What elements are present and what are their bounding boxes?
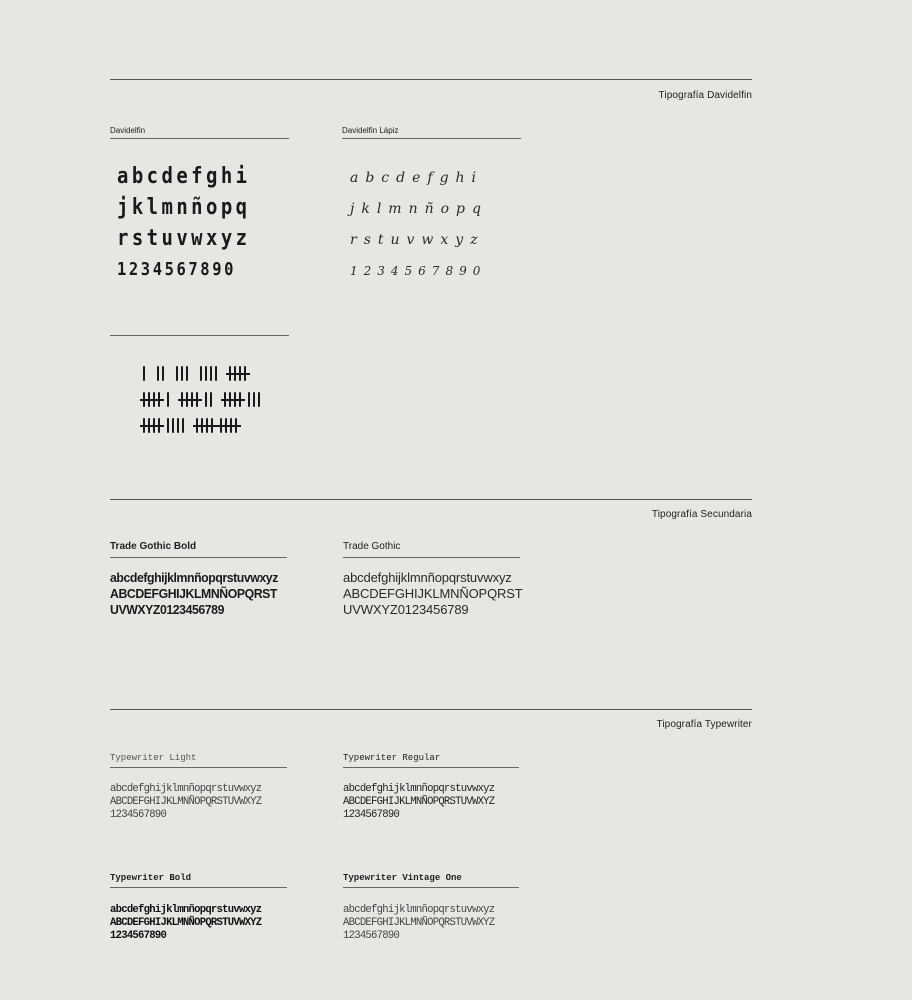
- specimen-line: 1234567890: [350, 264, 487, 278]
- specimen-line: UVWXYZ0123456789: [110, 602, 224, 617]
- label-underline: [343, 557, 520, 558]
- label-underline: [110, 557, 287, 558]
- tally-mark-3: [176, 366, 190, 382]
- tally-mark-9: [143, 418, 186, 434]
- tally-mark-5: [229, 366, 253, 382]
- specimen-line: ABCDEFGHIJKLMNÑOPQRSTUVWXYZ: [343, 917, 495, 929]
- specimen-line: jklmnñopq: [350, 201, 488, 217]
- font-label-typewriter-regular: Typewriter Regular: [343, 753, 441, 763]
- specimen-line: abcdefghijklmnñopqrstuvwxyz: [343, 904, 495, 916]
- font-label-trade-gothic-bold: Trade Gothic Bold: [110, 541, 197, 552]
- section-title-typewriter: Tipografía Typewriter: [656, 719, 752, 730]
- specimen-typewriter-regular: [343, 783, 494, 822]
- tally-row: [143, 418, 254, 438]
- tally-mark-8: [224, 392, 262, 408]
- tally-mark-10: [196, 418, 244, 434]
- specimen-line: abcdefghi: [117, 164, 251, 189]
- label-underline: [343, 767, 519, 768]
- specimen-line: ABCDEFGHIJKLMNÑOPQRSTUVWXYZ: [110, 796, 262, 808]
- specimen-line: 1234567890: [110, 809, 167, 821]
- tally-row: [143, 366, 263, 386]
- section-divider-secundaria: [110, 499, 752, 500]
- font-label-typewriter-bold: Typewriter Bold: [110, 873, 192, 883]
- specimen-line: ABCDEFGHIJKLMNÑOPQRSTUVWXYZ: [343, 796, 495, 808]
- tally-mark-7: [181, 392, 214, 408]
- specimen-line: 1234567890: [343, 809, 400, 821]
- specimen-line: 1234567890: [117, 259, 237, 280]
- font-label-davidelfin-lapiz: Davidelfin Lápiz: [342, 126, 399, 135]
- section-title-secundaria: Tipografía Secundaria: [651, 509, 752, 520]
- label-underline: [110, 887, 287, 888]
- label-underline: [110, 767, 287, 768]
- specimen-davidelfin: [117, 161, 250, 285]
- specimen-line: 1234567890: [110, 930, 167, 942]
- specimen-trade-gothic: [343, 570, 523, 618]
- tally-mark-4: [200, 366, 219, 382]
- specimen-line: UVWXYZ0123456789: [343, 602, 469, 617]
- specimen-line: abcdefghi: [350, 170, 484, 186]
- specimen-davidelfin-lapiz: [350, 163, 488, 287]
- specimen-line: 1234567890: [343, 930, 400, 942]
- specimen-line: abcdefghijklmnñopqrstuvwxyz: [110, 904, 262, 916]
- specimen-line: rstuvwxyz: [350, 232, 485, 248]
- font-label-typewriter-vintage-one: Typewriter Vintage One: [343, 873, 462, 883]
- font-label-davidelfin: Davidelfin: [110, 126, 146, 135]
- label-underline: [343, 887, 519, 888]
- specimen-line: abcdefghijklmnñopqrstuvwxyz: [110, 783, 262, 795]
- font-label-trade-gothic: Trade Gothic: [343, 541, 401, 552]
- tally-divider: [110, 335, 289, 336]
- specimen-typewriter-bold: [110, 904, 261, 943]
- specimen-line: ABCDEFGHIJKLMNÑOPQRST: [343, 586, 523, 601]
- tally-mark-1: [143, 366, 147, 382]
- specimen-line: ABCDEFGHIJKLMNÑOPQRST: [110, 586, 278, 601]
- specimen-line: rstuvwxyz: [117, 226, 251, 251]
- specimen-line: abcdefghijklmnñopqrstuvwxyz: [343, 570, 512, 585]
- tally-mark-6: [143, 392, 171, 408]
- specimen-line: jklmnñopq: [117, 195, 251, 220]
- section-divider-typewriter: [110, 709, 752, 710]
- section-divider-davidelfin: [110, 79, 752, 80]
- specimen-typewriter-light: [110, 783, 261, 822]
- label-underline: [110, 138, 289, 139]
- section-title-davidelfin: Tipografía Davidelfin: [658, 90, 752, 101]
- tally-row: [143, 392, 272, 412]
- label-underline: [342, 138, 521, 139]
- specimen-line: abcdefghijklmnñopqrstuvwxyz: [343, 783, 495, 795]
- tally-mark-2: [157, 366, 166, 382]
- specimen-line: abcdefghijklmnñopqrstuvwxyz: [110, 570, 278, 585]
- specimen-line: ABCDEFGHIJKLMNÑOPQRSTUVWXYZ: [110, 917, 262, 929]
- font-label-typewriter-light: Typewriter Light: [110, 753, 197, 763]
- specimen-typewriter-vintage-one: [343, 904, 494, 943]
- specimen-trade-gothic-bold: [110, 570, 278, 618]
